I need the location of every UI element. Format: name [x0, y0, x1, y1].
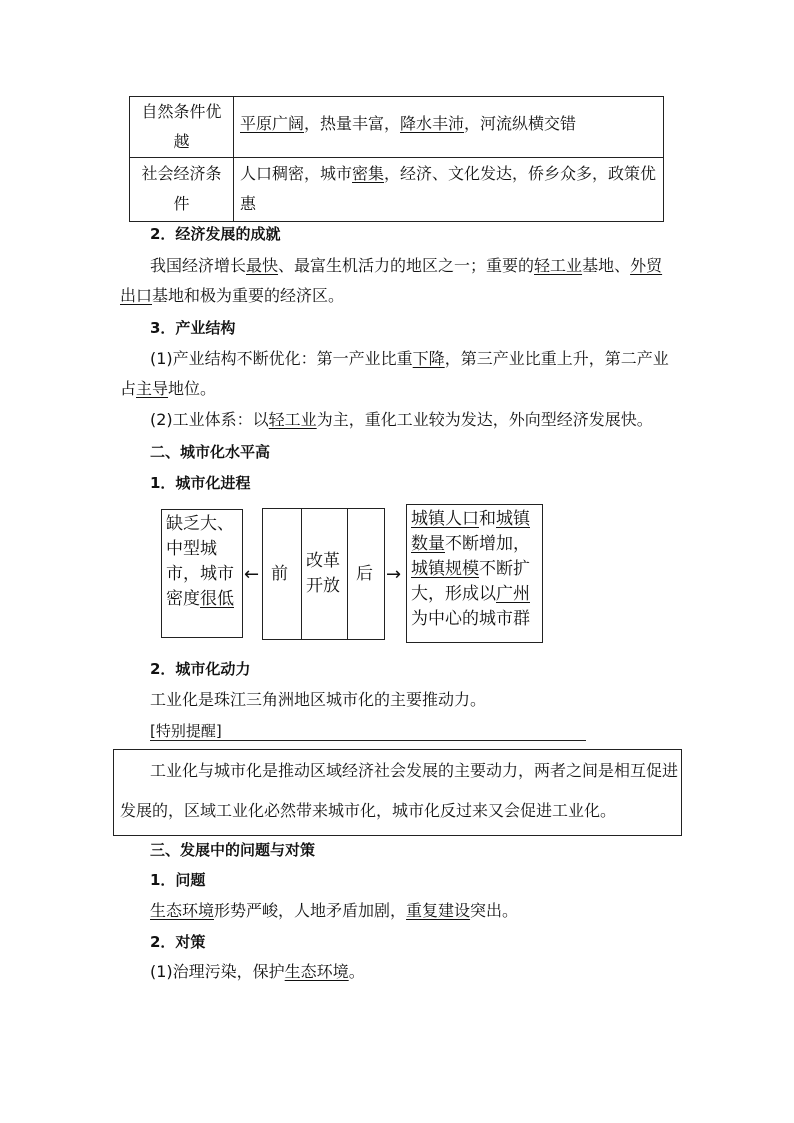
text-span: 为主，重化工业较为发达，外向型经济发展快。	[316, 410, 653, 429]
text-span: 出口	[120, 286, 153, 305]
urbanization-force-text: 工业化是珠江三角洲地区城市化的主要推动力。	[150, 690, 487, 709]
text-line: 缺乏大、	[166, 514, 234, 534]
table-row-2-value	[234, 159, 663, 219]
text-span: ，第三产业比重上升，第二产业	[444, 349, 669, 368]
text-span: 很低	[200, 589, 234, 609]
arrow-right-icon: →	[386, 564, 402, 585]
text-line: 开放	[306, 576, 340, 596]
text-span: 。	[348, 962, 365, 981]
text-span: 不断增加，	[445, 534, 530, 554]
text-span: ，经济、文化发达，侨乡众多，政策优	[384, 164, 657, 183]
text-span: 外贸	[630, 256, 663, 275]
text-span: 地位。	[168, 379, 217, 398]
tip-line: 工业化与城市化是推动区域经济社会发展的主要动力，两者之间是相互促进	[150, 761, 679, 780]
table-row-1-label	[130, 97, 234, 157]
conditions-table	[129, 96, 664, 222]
text-span: 突出。	[470, 901, 519, 920]
text-span: (2)工业体系：以	[150, 410, 269, 429]
text-span: 不断扩	[479, 559, 530, 579]
label-line: 件	[173, 194, 190, 213]
tip-line: 发展的，区域工业化必然带来城市化，城市化反过来又会促进工业化。	[120, 801, 617, 820]
section-2-title: 2．经济发展的成就	[150, 225, 281, 243]
divider	[347, 509, 348, 639]
section-2-text-cont	[120, 286, 680, 306]
text-span: (1)治理污染，保护	[150, 962, 285, 981]
text-span: 广州	[496, 584, 530, 604]
problem-text	[150, 901, 710, 921]
before-state-box	[161, 509, 243, 638]
section-3-p2	[150, 410, 710, 430]
text-span: 平原广阔	[240, 114, 305, 133]
tip-label: [特别提醒]	[150, 722, 222, 740]
middle-label	[306, 549, 340, 599]
measure-text	[150, 962, 710, 982]
text-span: 城镇人口	[411, 509, 479, 529]
text-span: ，热量丰富，	[304, 114, 401, 133]
text-span: 我国经济增长	[150, 256, 247, 275]
section-2-text	[150, 256, 710, 276]
text-span: 密度	[166, 589, 200, 609]
section-3-p1	[150, 349, 710, 369]
text-span: 占	[120, 379, 137, 398]
before-label: 前	[271, 564, 288, 584]
divider	[301, 509, 302, 639]
text-span: 惠	[240, 194, 257, 213]
text-span: (1)产业结构不断优化：第一产业比重	[150, 349, 413, 368]
text-span: 、最富生机活力的地区之一；重要的	[278, 256, 535, 275]
text-span: 为中心的城市群	[411, 609, 530, 629]
urbanization-process-title: 1．城市化进程	[150, 474, 251, 492]
section-3-title: 3．产业结构	[150, 319, 236, 337]
text-span: 轻工业	[534, 256, 583, 275]
part-2-title: 二、城市化水平高	[150, 443, 271, 461]
part-3-title: 三、发展中的问题与对策	[150, 841, 316, 859]
arrow-left-icon: ←	[244, 564, 260, 585]
tip-label-rule	[150, 740, 586, 741]
section-3-p1-cont	[120, 379, 680, 399]
urbanization-force-title: 2．城市化动力	[150, 660, 251, 678]
text-span: 基地和极为重要的经济区。	[152, 286, 345, 305]
text-line: 市，城市	[166, 564, 234, 584]
text-span: ，河流纵横交错	[464, 114, 577, 133]
text-span: 轻工业	[268, 410, 317, 429]
text-span: 数量	[411, 534, 445, 554]
text-span: 城镇规模	[411, 559, 479, 579]
label-line: 社会经济条	[141, 164, 222, 183]
text-span: 大，形成以	[411, 584, 496, 604]
text-span: 重复建设	[406, 901, 471, 920]
text-span: 和	[479, 509, 496, 529]
text-span: 生态环境	[284, 962, 349, 981]
text-span: 形势严峻，人地矛盾加剧，	[214, 901, 407, 920]
text-line: 中型城	[166, 539, 217, 559]
table-row-2-label	[130, 157, 234, 222]
table-row-1-value	[234, 109, 663, 139]
text-span: 基地、	[582, 256, 631, 275]
measure-title: 2．对策	[150, 933, 206, 951]
text-span: 生态环境	[150, 901, 215, 920]
text-span: 城镇	[496, 509, 530, 529]
text-span: 主导	[136, 379, 169, 398]
special-tip-box	[113, 749, 682, 836]
problem-title: 1．问题	[150, 871, 206, 889]
text-span: 人口稠密，城市	[240, 164, 353, 183]
text-span: 密集	[352, 164, 385, 183]
text-span: 下降	[412, 349, 445, 368]
label-line: 越	[173, 132, 190, 151]
after-label: 后	[356, 564, 373, 584]
text-span: 最快	[246, 256, 279, 275]
reform-box	[262, 508, 385, 640]
label-line: 自然条件优	[141, 102, 222, 121]
text-line: 改革	[306, 551, 340, 571]
after-state-box	[406, 504, 543, 643]
text-span: 降水丰沛	[400, 114, 465, 133]
